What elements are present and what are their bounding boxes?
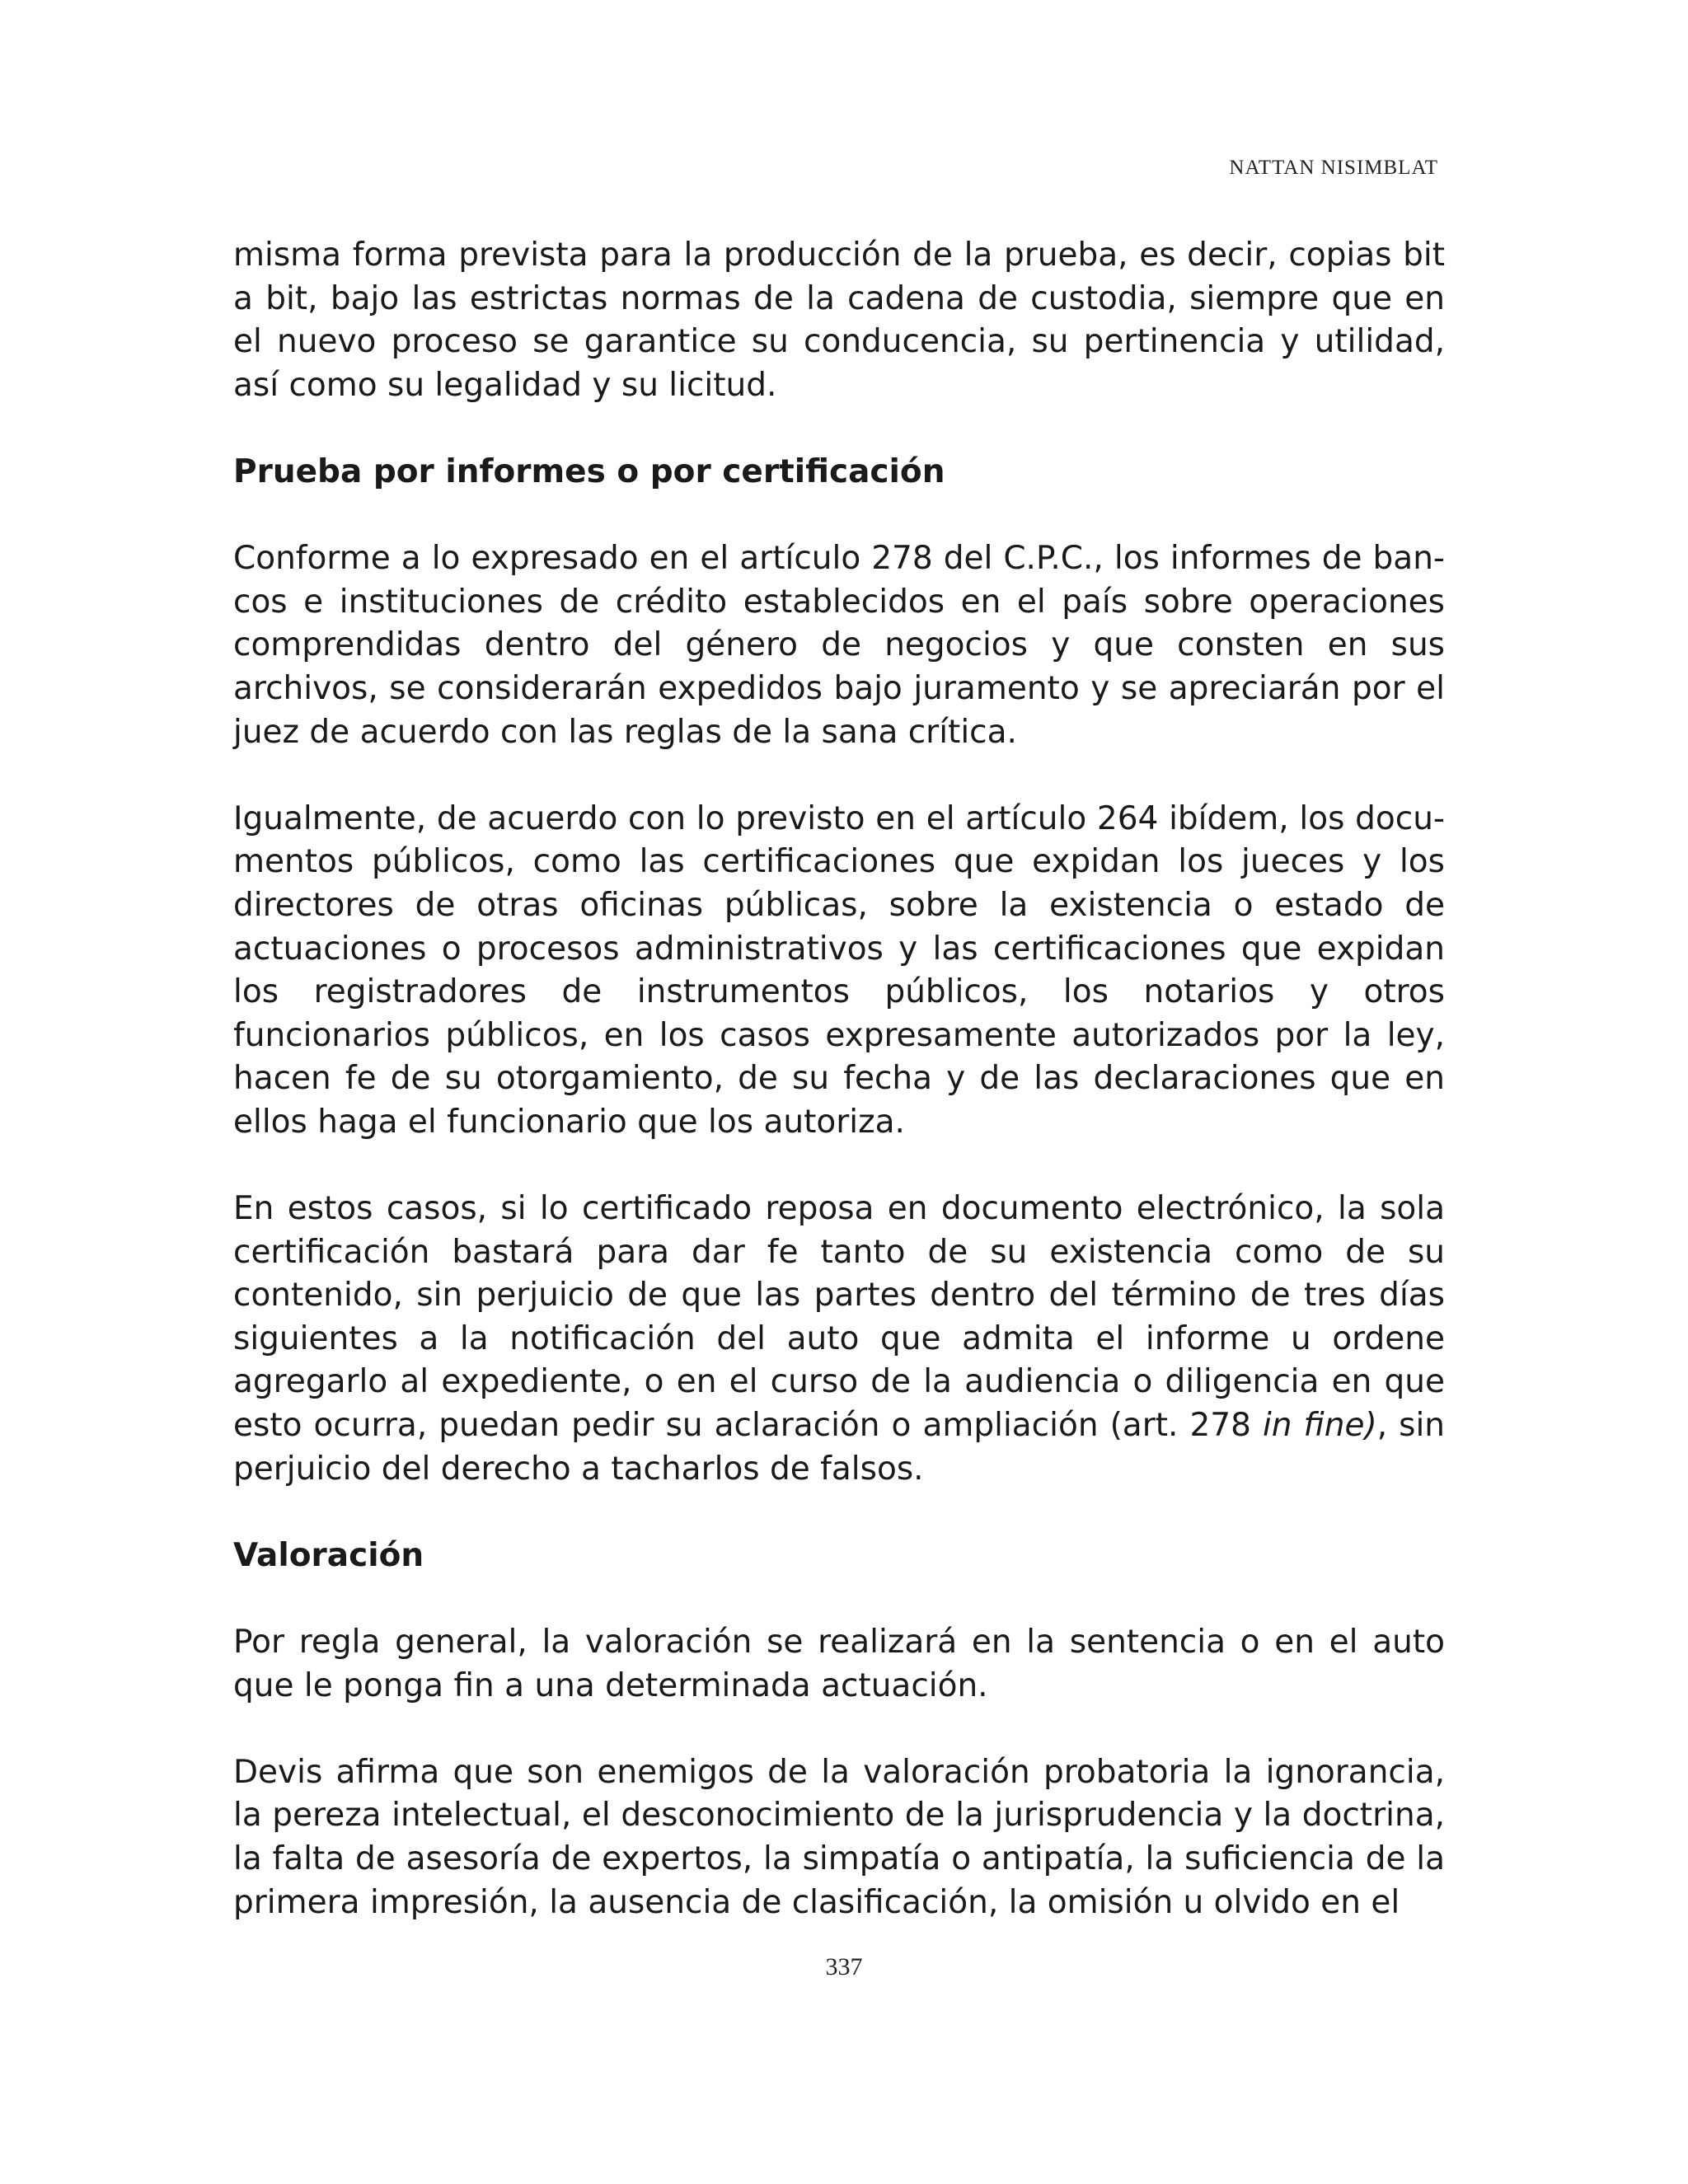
paragraph-custody-copies: misma forma prevista para la producción de la prueba, es decir, copias bit a bit, bajo las estrictas normas de la cadena de custodia, siempre que en el nuevo proceso se garantice su conducencia, su pertinencia y utilidad, así como su legalidad y su licitud. (233, 237, 1445, 404)
paragraph-electronic-document (233, 1188, 1445, 1491)
page-body (233, 234, 1445, 1924)
paragraph-electronic-document-text: En estos casos, si lo certificado reposa en documento electrónico, la sola certificación bastará para dar fe tanto de su existencia como de su contenido, sin perjuicio de que las partes dentro del término de tres días siguientes a la notificación del auto que admita el informe u ordene agregarlo al expediente, o en el curso de la audiencia o diligencia en que esto ocurra, puedan pedir su aclaración o ampliación (art. 278 (233, 1190, 1445, 1445)
paragraph-article-264: Igualmente, de acuerdo con lo previsto en el artículo 264 ibídem, los documentos públicos, como las certificaciones que expidan los jueces y los directores de otras oficinas públicas, sobre la existencia o estado de actuaciones o procesos administrativos y las certificaciones que expidan los registradores de instrumentos públicos, los notarios y otros funcionarios públicos, en los casos expresamente autorizados por la ley, hacen fe de su otorgamiento, de su fecha y de las declaraciones que en ellos haga el funcionario que los autoriza. (233, 799, 1445, 1141)
paragraph-general-rule: Por regla general, la valoración se realizará en la sentencia o en el auto que le ponga fin a una determinada actuación. (233, 1624, 1445, 1704)
section-heading-valoracion: Valoración (233, 1536, 424, 1574)
latin-phrase-in-fine: in fine) (1262, 1407, 1377, 1445)
page-number: 337 (825, 1953, 863, 1980)
section-heading-informes: Prueba por informes o por certificación (233, 452, 945, 490)
paragraph-electronic-document-tail: , sin perjuicio del derecho a tacharlos de falsos. (233, 1407, 1446, 1488)
paragraph-article-278: Conforme a lo expresado en el artículo 278 del C.P.C., los informes de bancos e instituciones de crédito establecidos en el país sobre operaciones comprendidas dentro del género de negocios y que consten en sus archivos, se considerarán expedidos bajo juramento y se apreciarán por el juez de acuerdo con las reglas de la sana crítica. (233, 540, 1445, 751)
paragraph-devis: Devis afirma que son enemigos de la valoración probatoria la ignorancia, la pereza intelectual, el desconocimiento de la jurisprudencia y la doctrina, la falta de asesoría de expertos, la simpatía o antipatía, la suficiencia de la primera impresión, la ausencia de clasificación, la omisión u olvido en el (233, 1753, 1445, 1921)
running-header-author: NATTAN NISIMBLAT (1229, 157, 1438, 179)
